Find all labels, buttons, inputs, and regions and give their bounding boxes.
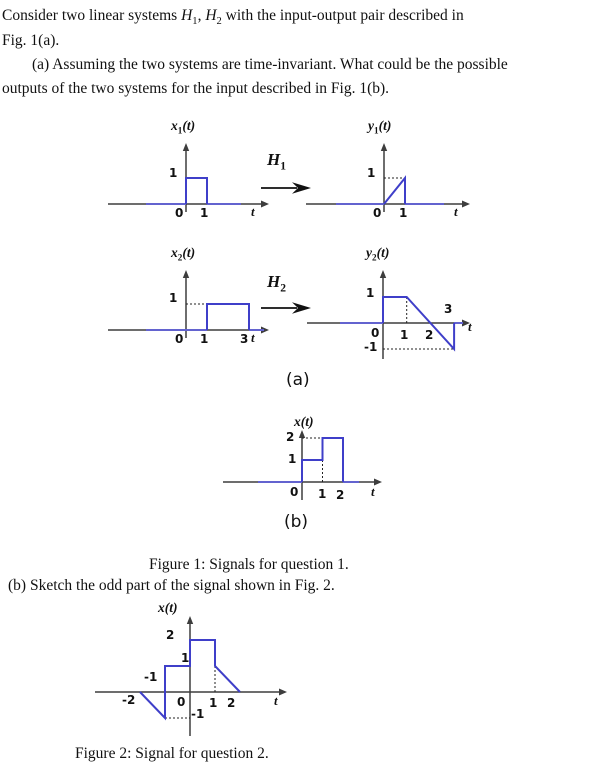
y2-axis-t-label: t <box>468 319 472 334</box>
fig1b-plot-title: x(t) <box>294 414 314 429</box>
fig2-xtick-2: 2 <box>227 696 236 710</box>
fig2-ytick-neg1: -1 <box>191 707 205 721</box>
fig2-axis-t-label: t <box>274 693 278 708</box>
fig1b-axis-t-label: t <box>371 484 375 499</box>
plot-fig2-x <box>90 600 302 742</box>
math-h2: $H_2$ <box>205 7 222 28</box>
para1-sep: , <box>197 7 206 24</box>
fig1b-ytick-2: 2 <box>286 430 295 444</box>
fig2-xtick-neg2: -2 <box>122 693 136 707</box>
part-a-line2: outputs of the two systems for the input described in Fig. 1(b). <box>2 80 390 97</box>
x1-plot-title: $x_1(t)$ <box>171 118 196 136</box>
figure1a-sublabel: (a) <box>286 370 310 390</box>
h2-label: $H_2$ <box>267 272 287 295</box>
y1-xtick-1: 1 <box>399 206 408 220</box>
math-h1: $H_1$ <box>181 7 198 28</box>
y2-ytick-1: 1 <box>366 286 375 300</box>
h1-label: $H_1$ <box>267 150 287 173</box>
y1-xtick-0: 0 <box>373 206 382 220</box>
figure1-caption: Figure 1: Signals for question 1. <box>149 556 349 573</box>
fig1b-xtick-1: 1 <box>318 487 327 501</box>
fig2-ytick-1: 1 <box>181 651 190 665</box>
y1-ytick-1: 1 <box>367 166 376 180</box>
x1-xtick-1: 1 <box>200 206 209 220</box>
x2-axis-t-label: t <box>251 330 255 345</box>
x1-ytick-1: 1 <box>169 166 178 180</box>
para1-line1-pre: Consider two linear systems <box>2 7 182 24</box>
y1-axis-t-label: t <box>454 204 458 219</box>
y1-plot-title: $y_1(t)$ <box>368 118 392 136</box>
x1-xtick-0: 0 <box>175 206 184 220</box>
fig2-plot-title: x(t) <box>158 600 178 615</box>
figure2-caption: Figure 2: Signal for question 2. <box>75 745 269 762</box>
x2-xtick-1: 1 <box>200 332 209 346</box>
x2-plot-title: $x_2(t)$ <box>171 245 196 263</box>
y2-xtick-3: 3 <box>444 302 453 316</box>
part-a-line1: (a) Assuming the two systems are time-invariant. What could be the possible <box>32 56 508 73</box>
para1-line2: Fig. 1(a). <box>2 32 60 49</box>
y2-plot-title: $y_2(t)$ <box>366 245 390 263</box>
para1-line1-post: with the input-output pair described in <box>221 7 464 24</box>
plot-fig1b-x <box>220 414 392 516</box>
fig1b-xtick-2: 2 <box>336 488 345 502</box>
part-b-line: (b) Sketch the odd part of the signal shown in Fig. 2. <box>8 577 335 594</box>
x2-ytick-1: 1 <box>169 291 178 305</box>
y2-ytick-neg1: -1 <box>364 340 378 354</box>
x2-xtick-3: 3 <box>240 332 249 346</box>
plot-y2 <box>305 245 493 367</box>
para1-line1 <box>2 5 464 33</box>
y2-xtick-2: 2 <box>425 328 434 342</box>
y2-xtick-0: 0 <box>371 326 380 340</box>
fig2-xtick-0: 0 <box>177 695 186 709</box>
x2-xtick-0: 0 <box>175 332 184 346</box>
figure1b-sublabel: (b) <box>284 512 309 532</box>
x1-axis-t-label: t <box>251 204 255 219</box>
fig2-xtick-1: 1 <box>209 696 218 710</box>
y1-plot-canvas <box>305 118 485 224</box>
y2-plot-canvas <box>305 245 493 367</box>
fig2-ytick-2: 2 <box>166 628 175 642</box>
plot-y1 <box>305 118 485 224</box>
y2-xtick-1: 1 <box>400 328 409 342</box>
fig1b-xtick-0: 0 <box>290 485 299 499</box>
fig1b-ytick-1: 1 <box>288 452 297 466</box>
fig2-xtick-neg1: -1 <box>144 670 158 684</box>
